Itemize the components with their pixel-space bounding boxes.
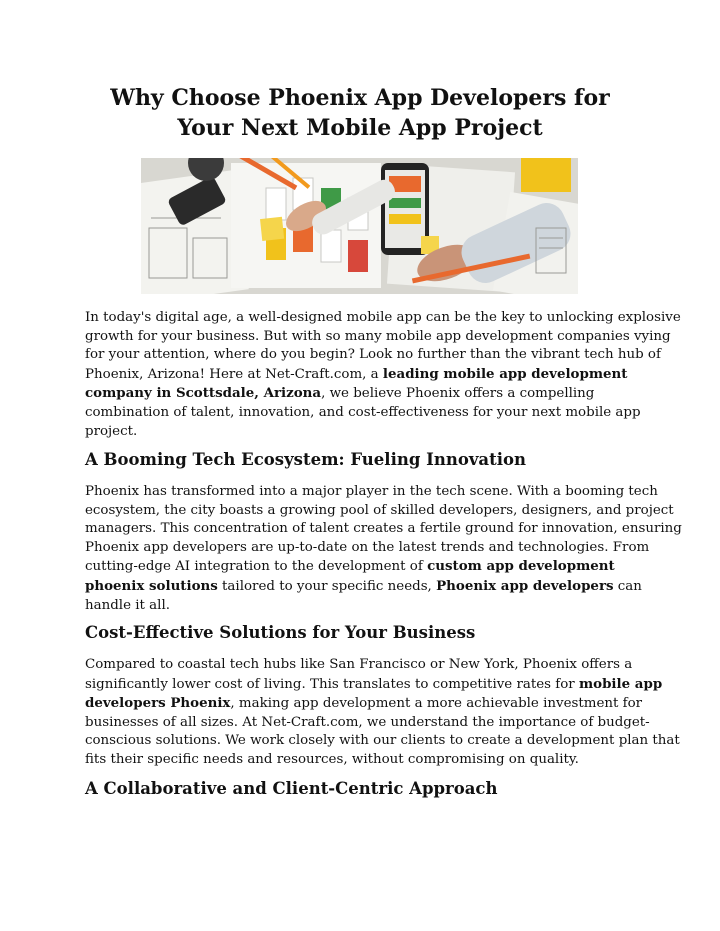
section1-bold-text: phoenix solutions [85,577,218,594]
section1-line: ecosystem, the city boasts a growing pool of skilled developers, designers, and project [85,502,674,518]
section-heading-tech-ecosystem: A Booming Tech Ecosystem: Fueling Innovation [85,450,527,469]
section2-line: businesses of all sizes. At Net-Craft.com, we understand the importance of budget- [85,714,650,730]
section-heading-cost-effective: Cost-Effective Solutions for Your Business [85,623,476,642]
section1-bold-text: Phoenix app developers [436,577,614,594]
title-line-2: Your Next Mobile App Project [177,115,543,141]
intro-line: for your attention, where do you begin? Look no further than the vibrant tech hub of [85,347,661,363]
section2-bold-text: developers Phoenix [85,695,231,712]
title-line-1: Why Choose Phoenix App Developers for [110,85,610,111]
section2-line [85,675,663,695]
intro-bold-text: company in Scottsdale, Arizona [85,385,322,402]
section1-text: can [613,578,642,594]
section2-line: conscious solutions. We work closely with our clients to create a development plan that [85,733,680,749]
section1-bold-text: custom app development [427,558,615,575]
intro-line: combination of talent, innovation, and cost-effectiveness for your next mobile app [85,404,641,420]
section2-text: significantly lower cost of living. This translates to competitive rates for [85,676,579,692]
section1-line: managers. This concentration of talent creates a fertile ground for innovation, ensuring [85,521,682,537]
section1-line: handle it all. [85,597,170,613]
intro-line [85,365,645,385]
intro-line: growth for your business. But with so many mobile app development companies vying [85,328,671,344]
tech-ecosystem-paragraph [85,483,682,615]
section2-line [85,694,645,714]
section2-bold-text: mobile app [578,675,663,692]
section1-line: Phoenix has transformed into a major player in the tech scene. With a booming tech [85,484,658,499]
intro-text: , we believe Phoenix offers a compelling [321,386,595,402]
section-heading-collaborative: A Collaborative and Client-Centric Approach [85,779,498,798]
section1-text: cutting-edge AI integration to the development of [85,559,428,575]
article-title [60,83,660,143]
intro-text: Phoenix, Arizona! Here at Net-Craft.com, a [85,366,383,382]
section1-line [85,557,645,577]
intro-line [85,384,645,404]
intro-paragraph [85,309,681,441]
intro-bold-text: leading mobile app development [382,365,628,382]
intro-line: In today's digital age, a well-designed mobile app can be the key to unlocking explosive [85,310,681,325]
section2-line: fits their specific needs and resources, without compromising on quality. [85,751,579,767]
section1-line: Phoenix app developers are up-to-date on the latest trends and technologies. From [85,539,650,555]
section1-text: tailored to your specific needs, [217,578,437,594]
app-design-workspace-icon [141,158,578,294]
cost-effective-paragraph [85,656,680,770]
section2-text: , making app development a more achievable investment for [230,696,643,712]
hero-image [141,158,578,294]
section1-line [85,577,645,597]
intro-line: project. [85,423,138,439]
section2-line: Compared to coastal tech hubs like San Francisco or New York, Phoenix offers a [85,657,633,672]
